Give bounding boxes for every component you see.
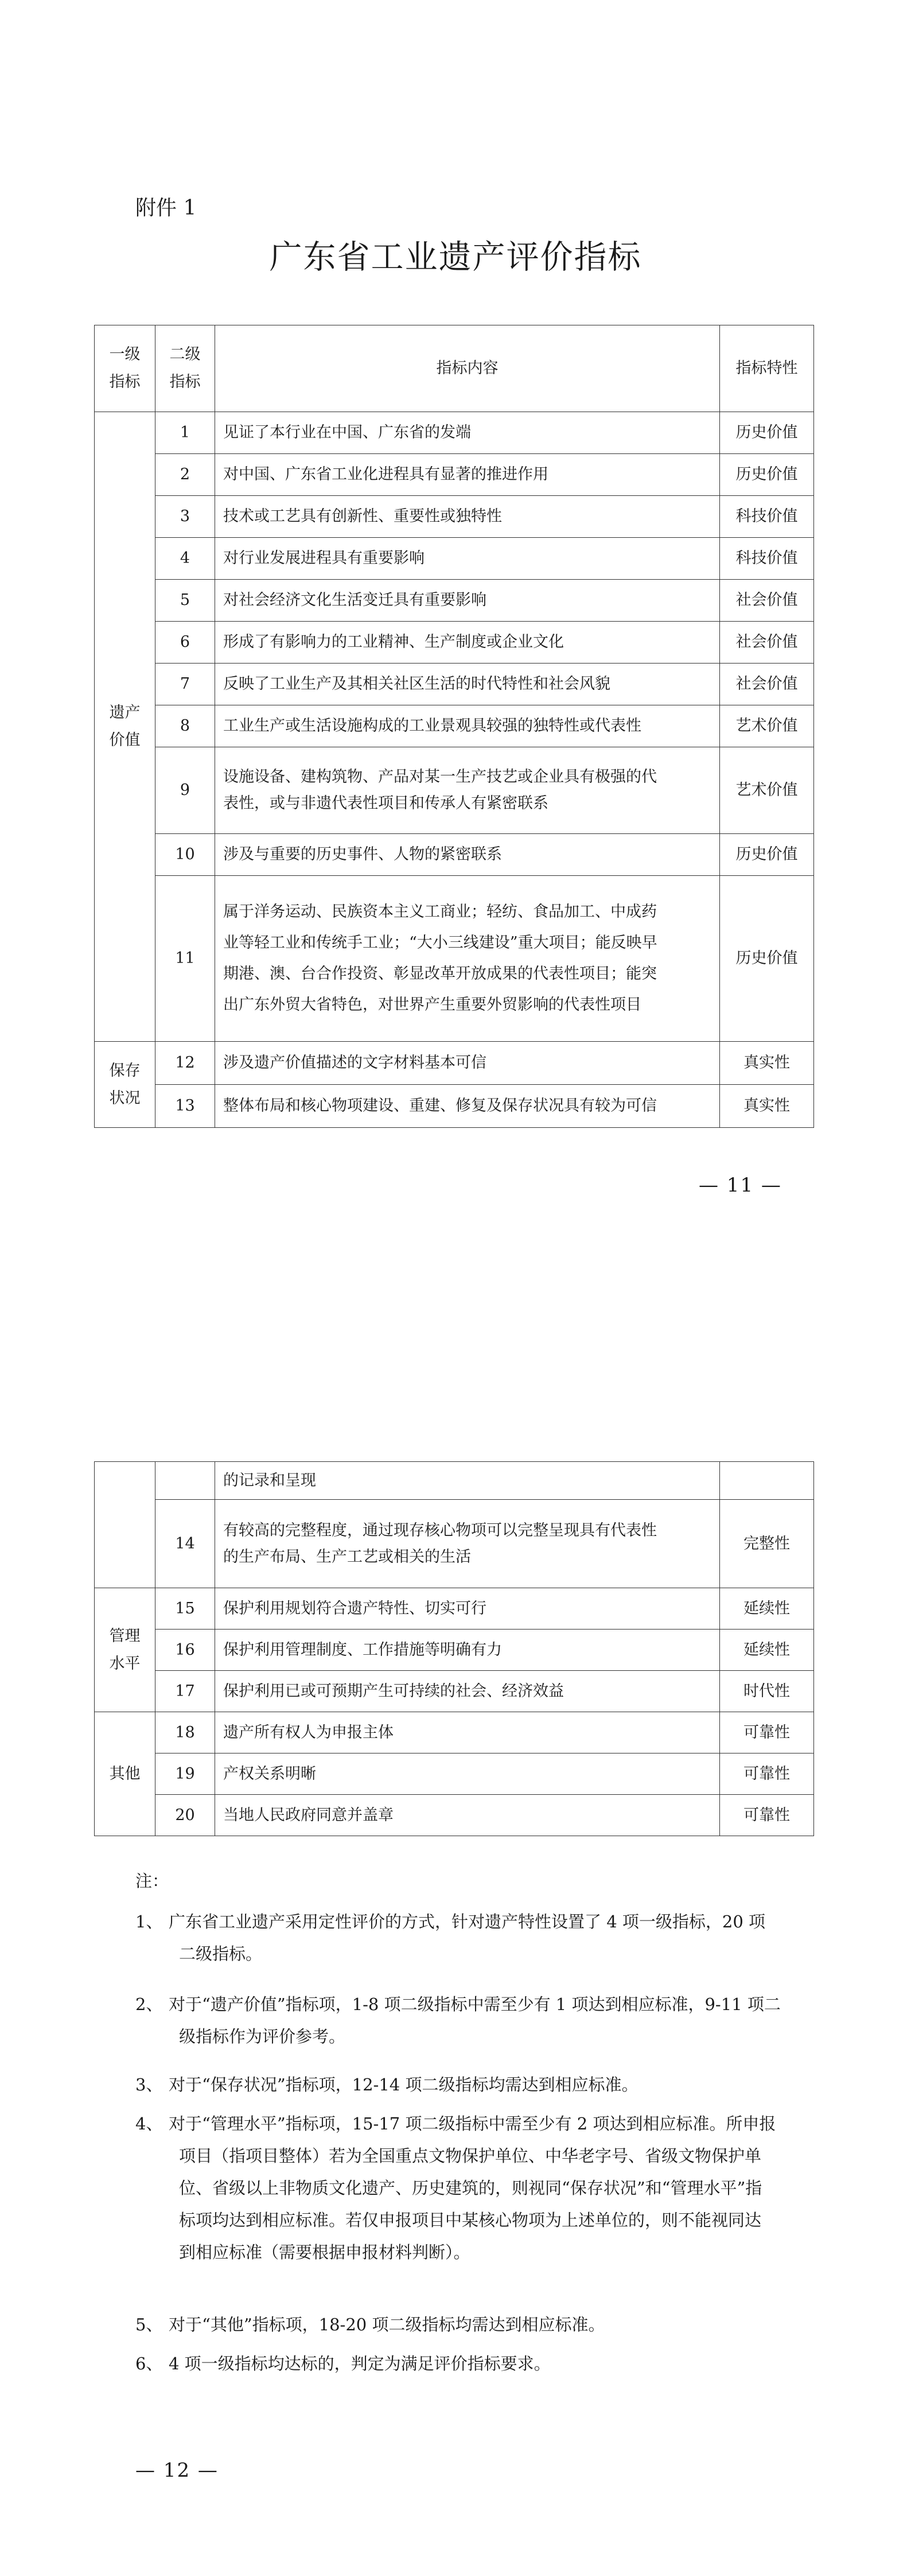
note-item [135, 2309, 818, 2341]
row-content: 有较高的完整程度，通过现存核心物项可以完整呈现具有代表性 的生产布局、生产工艺或相关的生活 [215, 1500, 720, 1588]
table-row [95, 1630, 814, 1671]
row-trait: 艺术价值 [720, 747, 814, 834]
table-row [95, 496, 814, 538]
group-other: 其他 [95, 1712, 155, 1836]
note-text: 4 项一级指标均达标的，判定为满足评价指标要求。 [169, 2354, 551, 2373]
group-heritage-value: 遗产 价值 [95, 412, 155, 1042]
row-content: 涉及遗产价值描述的文字材料基本可信 [215, 1042, 720, 1085]
table-row [95, 1753, 814, 1795]
row-trait-empty [720, 1462, 814, 1500]
table-row [95, 1712, 814, 1753]
note-text: 广东省工业遗产采用定性评价的方式，针对遗产特性设置了 4 项一级指标，20 项 二级指标。 [169, 1912, 766, 1964]
row-number: 18 [155, 1712, 215, 1753]
row-content: 形成了有影响力的工业精神、生产制度或企业文化 [215, 622, 720, 664]
row-number: 10 [155, 834, 215, 876]
row-number: 2 [155, 454, 215, 496]
note-item [135, 1988, 818, 2053]
page-title: 广东省工业遗产评价指标 [269, 238, 642, 276]
table-row [95, 1588, 814, 1630]
indicator-table-page1 [94, 325, 814, 1128]
row-trait: 历史价值 [720, 834, 814, 876]
row-trait: 时代性 [720, 1671, 814, 1712]
row-number: 20 [155, 1795, 215, 1836]
table-header-row [95, 325, 814, 412]
row-content: 设施设备、建构筑物、产品对某一生产技艺或企业具有极强的代 表性，或与非遗代表性项目和传承人有紧密联系 [215, 747, 720, 834]
row-content: 当地人民政府同意并盖章 [215, 1795, 720, 1836]
note-text: 对于“保存状况”指标项，12-14 项二级指标均需达到相应标准。 [169, 2075, 639, 2094]
row-content: 对行业发展进程具有重要影响 [215, 538, 720, 580]
row-number: 1 [155, 412, 215, 454]
row-trait: 真实性 [720, 1042, 814, 1085]
row-number: 19 [155, 1753, 215, 1795]
table-row [95, 412, 814, 454]
row-trait: 可靠性 [720, 1753, 814, 1795]
row-trait: 延续性 [720, 1588, 814, 1630]
page-number: — 11 — [699, 1174, 782, 1197]
row-trait: 真实性 [720, 1085, 814, 1128]
row-trait: 历史价值 [720, 454, 814, 496]
table-row [95, 454, 814, 496]
header-level2: 二级 指标 [155, 325, 215, 412]
row-number: 13 [155, 1085, 215, 1128]
row-content: 对中国、广东省工业化进程具有显著的推进作用 [215, 454, 720, 496]
row-content: 保护利用规划符合遗产特性、切实可行 [215, 1588, 720, 1630]
notes-title: 注： [135, 1871, 169, 1891]
group-preservation-continued [95, 1462, 155, 1588]
row-trait: 完整性 [720, 1500, 814, 1588]
note-item [135, 2069, 818, 2101]
note-item [135, 1906, 818, 1970]
table-row [95, 538, 814, 580]
row-number: 7 [155, 664, 215, 705]
row-trait: 历史价值 [720, 412, 814, 454]
row-number: 5 [155, 580, 215, 622]
row-trait: 艺术价值 [720, 705, 814, 747]
group-management-level: 管理 水平 [95, 1588, 155, 1712]
group-preservation-status: 保存 状况 [95, 1042, 155, 1128]
table-row [95, 1500, 814, 1588]
header-content: 指标内容 [215, 325, 720, 412]
note-text: 对于“管理水平”指标项，15-17 项二级指标中需至少有 2 项达到相应标准。所申报 项目（指项目整体）若为全国重点文物保护单位、中华老字号、省级文物保护单 位、省级以上非物质文化遗产、历史建筑的，则视同“保存状况”和“管理水平”指 标项均达到相应标准。若仅申报项目中某核心物项为上述单位的，则不能视同达 到相应标准（需要根据申报材料判断）。 [169, 2114, 776, 2262]
note-number: 1、 [135, 1912, 163, 1931]
row-trait: 延续性 [720, 1630, 814, 1671]
row-content: 工业生产或生活设施构成的工业景观具较强的独特性或代表性 [215, 705, 720, 747]
note-item [135, 2348, 818, 2380]
row-number: 16 [155, 1630, 215, 1671]
indicator-table-page2 [94, 1461, 814, 1836]
row-content: 见证了本行业在中国、广东省的发端 [215, 412, 720, 454]
row-content: 涉及与重要的历史事件、人物的紧密联系 [215, 834, 720, 876]
table-row [95, 664, 814, 705]
table-row [95, 705, 814, 747]
row-content: 反映了工业生产及其相关社区生活的时代特性和社会风貌 [215, 664, 720, 705]
row-number: 3 [155, 496, 215, 538]
row-content: 的记录和呈现 [215, 1462, 720, 1500]
note-number: 4、 [135, 2114, 163, 2133]
table-row [95, 1085, 814, 1128]
row-number: 11 [155, 876, 215, 1042]
table-row [95, 1795, 814, 1836]
page-number: — 12 — [135, 2459, 219, 2482]
table-row [95, 622, 814, 664]
table-row [95, 1671, 814, 1712]
row-number-empty [155, 1462, 215, 1500]
table-row [95, 876, 814, 1042]
row-trait: 科技价值 [720, 538, 814, 580]
header-level1: 一级 指标 [95, 325, 155, 412]
row-content: 产权关系明晰 [215, 1753, 720, 1795]
note-number: 3、 [135, 2075, 163, 2094]
row-content: 保护利用已或可预期产生可持续的社会、经济效益 [215, 1671, 720, 1712]
row-trait: 可靠性 [720, 1795, 814, 1836]
note-number: 2、 [135, 1995, 163, 2014]
table-row [95, 580, 814, 622]
row-number: 9 [155, 747, 215, 834]
row-number: 12 [155, 1042, 215, 1085]
row-number: 8 [155, 705, 215, 747]
row-number: 6 [155, 622, 215, 664]
row-trait: 科技价值 [720, 496, 814, 538]
note-text: 对于“其他”指标项，18-20 项二级指标均需达到相应标准。 [169, 2315, 605, 2334]
row-number: 14 [155, 1500, 215, 1588]
row-trait: 历史价值 [720, 876, 814, 1042]
row-trait: 社会价值 [720, 580, 814, 622]
row-number: 17 [155, 1671, 215, 1712]
row-trait: 社会价值 [720, 622, 814, 664]
note-number: 6、 [135, 2354, 163, 2373]
table-row [95, 1042, 814, 1085]
row-content: 属于洋务运动、民族资本主义工商业；轻纺、食品加工、中成药 业等轻工业和传统手工业；“大小三线建设”重大项目；能反映早 期港、澳、台合作投资、彰显改革开放成果的代表性项目；能突 出广东外贸大省特色，对世界产生重要外贸影响的代表性项目 [215, 876, 720, 1042]
row-number: 15 [155, 1588, 215, 1630]
row-trait: 可靠性 [720, 1712, 814, 1753]
note-text: 对于“遗产价值”指标项，1-8 项二级指标中需至少有 1 项达到相应标准，9-11 项二 级指标作为评价参考。 [169, 1995, 781, 2046]
note-item [135, 2108, 818, 2268]
row-content: 遗产所有权人为申报主体 [215, 1712, 720, 1753]
row-content: 整体布局和核心物项建设、重建、修复及保存状况具有较为可信 [215, 1085, 720, 1128]
header-trait: 指标特性 [720, 325, 814, 412]
row-content: 保护利用管理制度、工作措施等明确有力 [215, 1630, 720, 1671]
row-content: 技术或工艺具有创新性、重要性或独特性 [215, 496, 720, 538]
table-row [95, 747, 814, 834]
table-row-continuation [95, 1462, 814, 1500]
row-number: 4 [155, 538, 215, 580]
attachment-label: 附件 1 [135, 196, 197, 220]
table-row [95, 834, 814, 876]
row-trait: 社会价值 [720, 664, 814, 705]
note-number: 5、 [135, 2315, 163, 2334]
row-content: 对社会经济文化生活变迁具有重要影响 [215, 580, 720, 622]
